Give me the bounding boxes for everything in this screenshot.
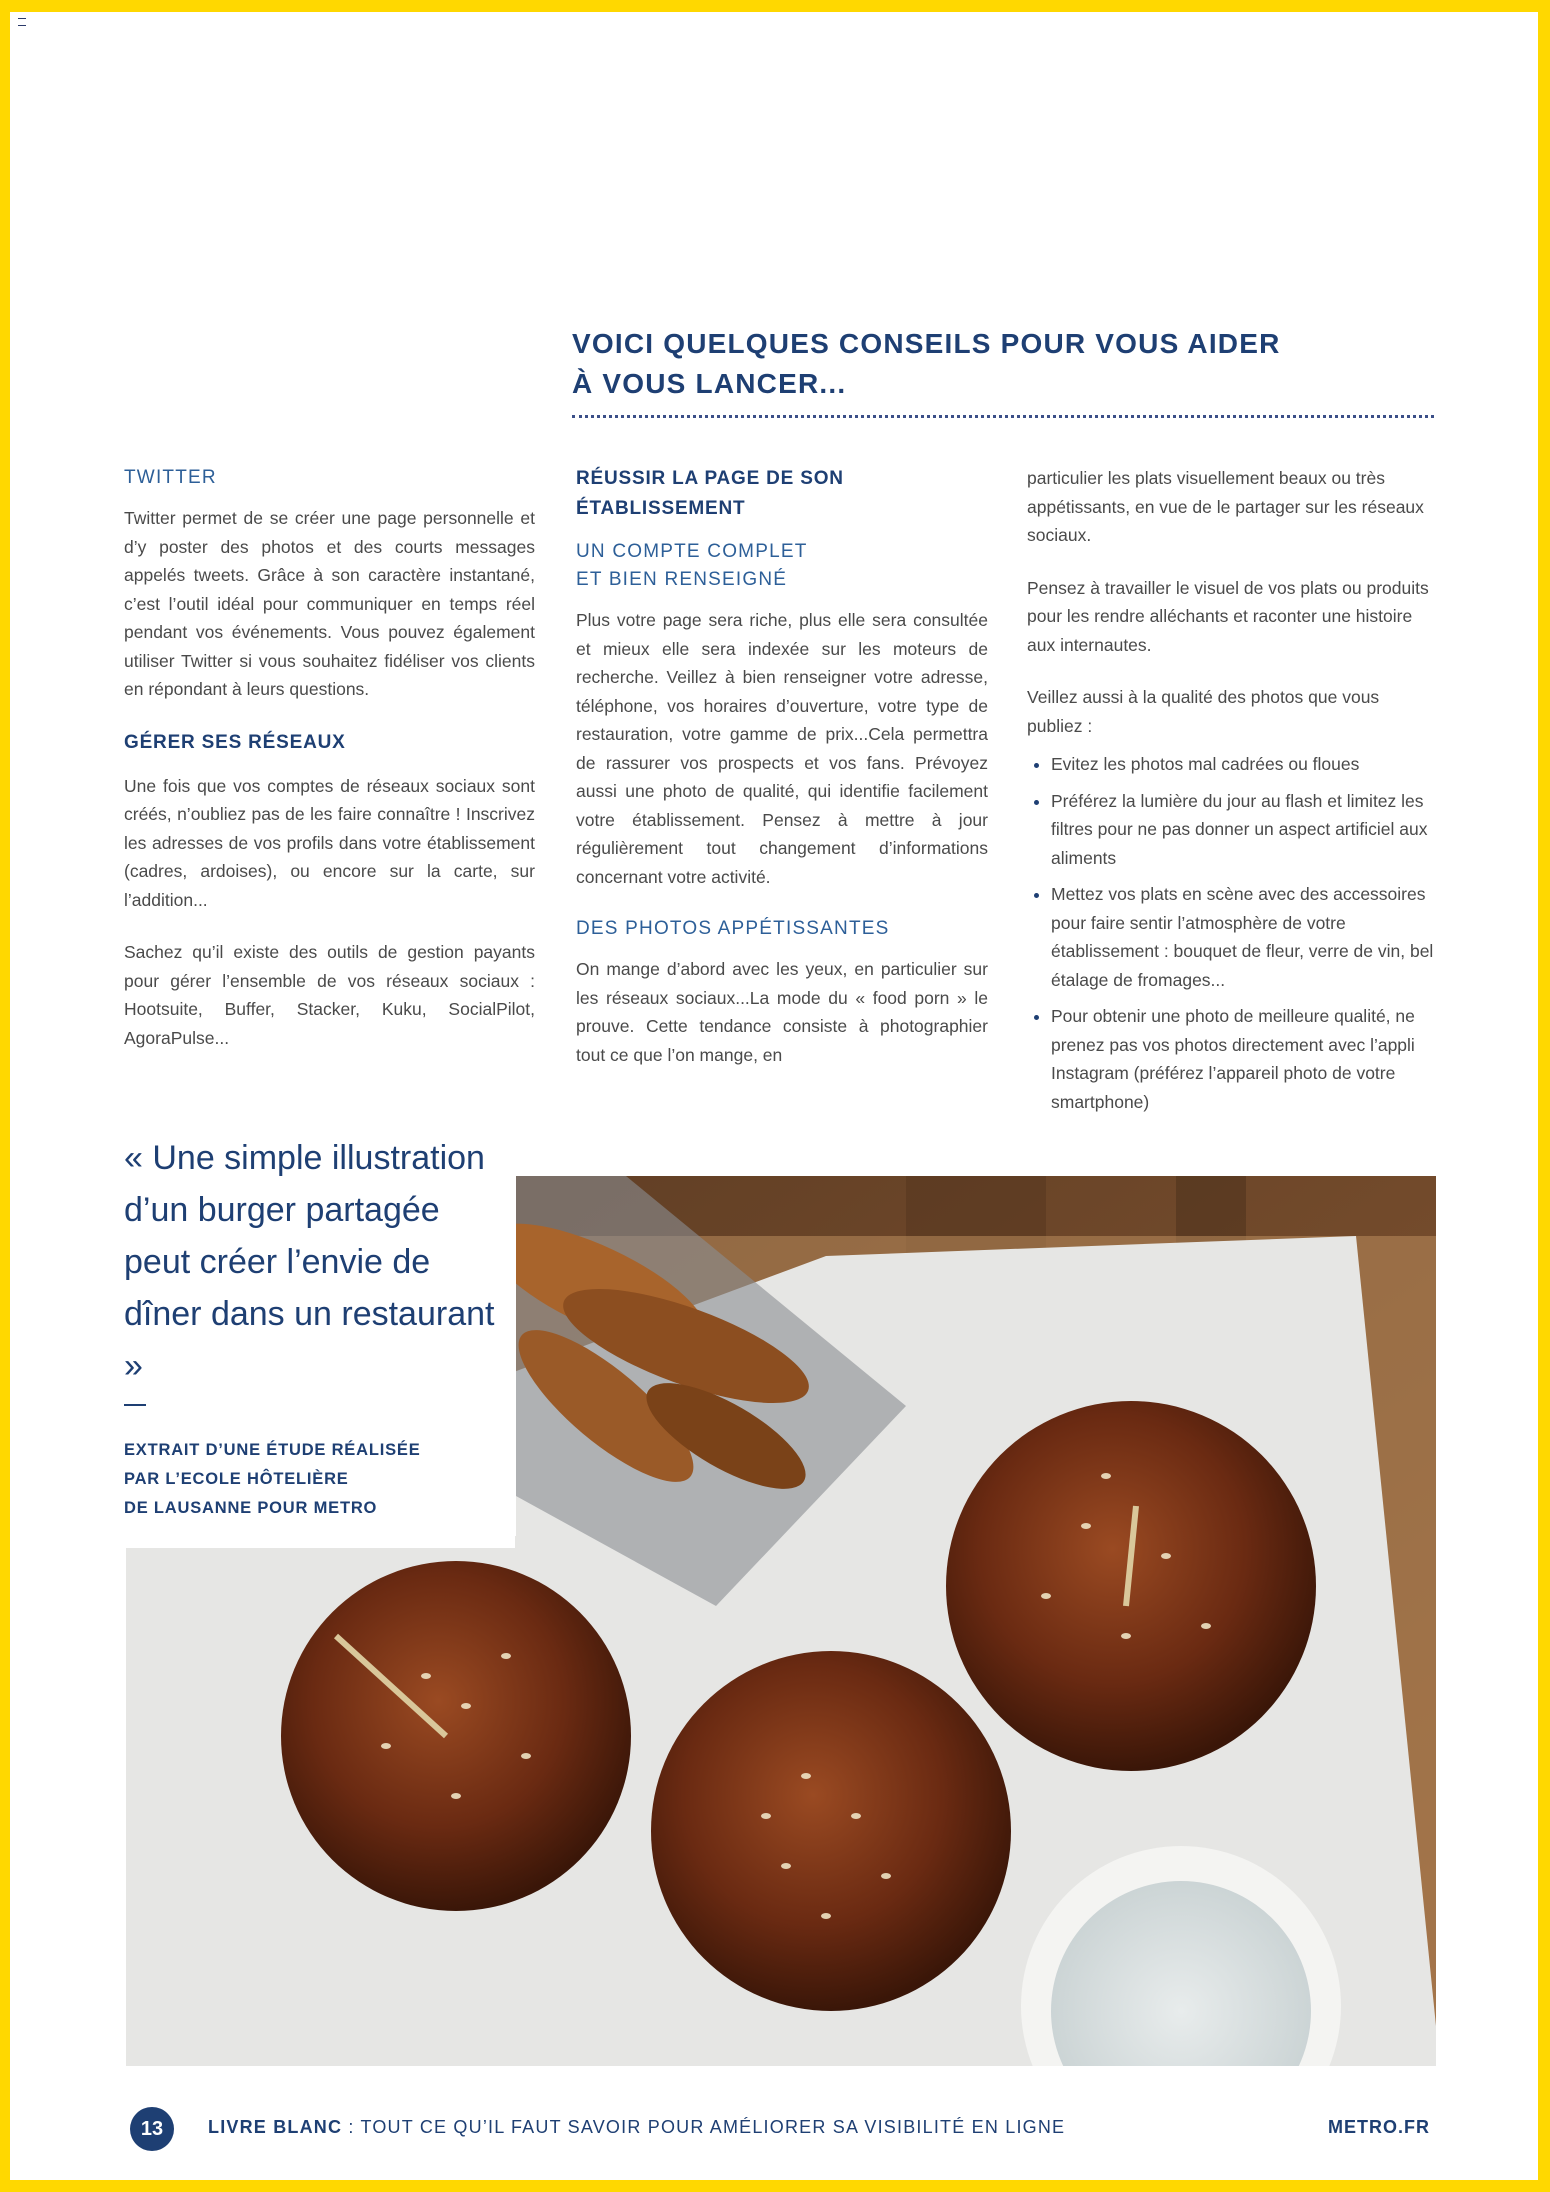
reseaux-paragraph-1: Une fois que vos comptes de réseaux sociaux sont créés, n’oubliez pas de les faire connaître ! Inscrivez les adresses de vos profils dans votre établissement (cadres, ardoises), ou encore sur la carte, sur l’addition... [124, 775, 535, 910]
twitter-heading: TWITTER [124, 467, 217, 488]
photos-paragraph: On mange d’abord avec les yeux, en particulier sur les réseaux sociaux...La mode du « food porn » le prouve. Cette tendance consiste à photographier tout ce que l’on mange, en [576, 959, 988, 1065]
list-item: • Mettez vos plats en scène avec des accessoires pour faire sentir l’atmosphère de votre établissement : bouquet de fleur, verre de vin, bel étalage de fromages... [1051, 880, 1437, 994]
subheading-photos: DES PHOTOS APPÉTISSANTES [576, 918, 890, 939]
footer-label-rest: : TOUT CE QU’IL FAUT SAVOIR POUR AMÉLIORER SA VISIBILITÉ EN LIGNE [342, 2117, 1066, 2137]
page-title [572, 324, 1432, 404]
pull-quote: « Une simple illustration d’un burger partagée peut créer l’envie de dîner dans un restaurant » [124, 1139, 495, 1385]
page-number-badge: 13 [130, 2107, 174, 2151]
list-item: • Préférez la lumière du jour au flash et limitez les filtres pour ne pas donner un aspect artificiel aux aliments [1051, 787, 1437, 873]
document-page [10, 12, 1538, 2180]
subheading-line-1: UN COMPTE COMPLET [576, 541, 808, 562]
paragraph-1: particulier les plats visuellement beaux ou très appétissants, en vue de le partager sur les réseaux sociaux. [1027, 468, 1424, 545]
column-right [1027, 464, 1437, 1124]
compte-paragraph: Plus votre page sera riche, plus elle sera consultée et mieux elle sera indexée sur les moteurs de recherche. Veillez à bien renseigner votre adresse, téléphone, vos horaires d’ouverture, votre type de restauration, votre gamme de prix...Cela permettra de rassurer vos prospects et vos fans. Prévoyez aussi une photo de qualité, qui identifie facilement votre établissement. Pensez à mettre à jour régulièrement tout changement d’informations concernant votre activité. [576, 610, 988, 887]
footer-site-link[interactable]: METRO.FR [1328, 2117, 1430, 2137]
quote-source-line-3: DE LAUSANNE POUR METRO [124, 1499, 378, 1517]
burger-right [946, 1401, 1316, 1771]
reseaux-paragraph-2: Sachez qu’il existe des outils de gestion payants pour gérer l’ensemble de vos réseaux sociaux : Hootsuite, Buffer, Stacker, Kuku, SocialPilot, AgoraPulse... [124, 942, 535, 1048]
title-line-2: À VOUS LANCER... [572, 368, 847, 399]
footer-label-bold: LIVRE BLANC [208, 2117, 343, 2137]
column-middle [576, 464, 988, 1093]
corner-mark [18, 18, 26, 26]
quote-source-line-1: EXTRAIT D’UNE ÉTUDE RÉALISÉE [124, 1441, 421, 1459]
list-item: • Evitez les photos mal cadrées ou floues [1051, 750, 1437, 779]
subheading-line-2: ET BIEN RENSEIGNÉ [576, 569, 788, 590]
twitter-paragraph: Twitter permet de se créer une page personnelle et d’y poster des photos et des courts messages appelés tweets. Grâce à son caractère instantané, c’est l’outil idéal pour communiquer en temps réel pendant vos événements. Vous pouvez également utiliser Twitter si vous souhaitez fidéliser vos clients en répondant à leurs questions. [124, 508, 535, 699]
paragraph-2: Pensez à travailler le visuel de vos plats ou produits pour les rendre alléchants et raconter une histoire aux internautes. [1027, 577, 1429, 655]
reseaux-heading: GÉRER SES RÉSEAUX [124, 731, 346, 753]
section-heading: RÉUSSIR LA PAGE DE SON ÉTABLISSEMENT [576, 468, 844, 519]
title-line-1: VOICI QUELQUES CONSEILS POUR VOUS AIDER [572, 328, 1281, 359]
list-item: • Pour obtenir une photo de meilleure qualité, ne prenez pas vos photos directement avec l’appli Instagram (préférez l’appareil photo de votre smartphone) [1051, 1002, 1437, 1116]
subheading-compte [576, 538, 988, 594]
tips-list [1027, 750, 1437, 1116]
quote-source-line-2: PAR L’ECOLE HÔTELIÈRE [124, 1470, 349, 1488]
burger-left [281, 1561, 631, 1911]
column-left [124, 464, 535, 1076]
burger-center [651, 1651, 1011, 2011]
quote-dash [124, 1404, 146, 1406]
quote-source [124, 1436, 484, 1523]
dotted-divider [572, 415, 1434, 418]
footer-label [208, 2117, 1065, 2138]
paragraph-3: Veillez aussi à la qualité des photos que vous publiez : [1027, 687, 1380, 736]
